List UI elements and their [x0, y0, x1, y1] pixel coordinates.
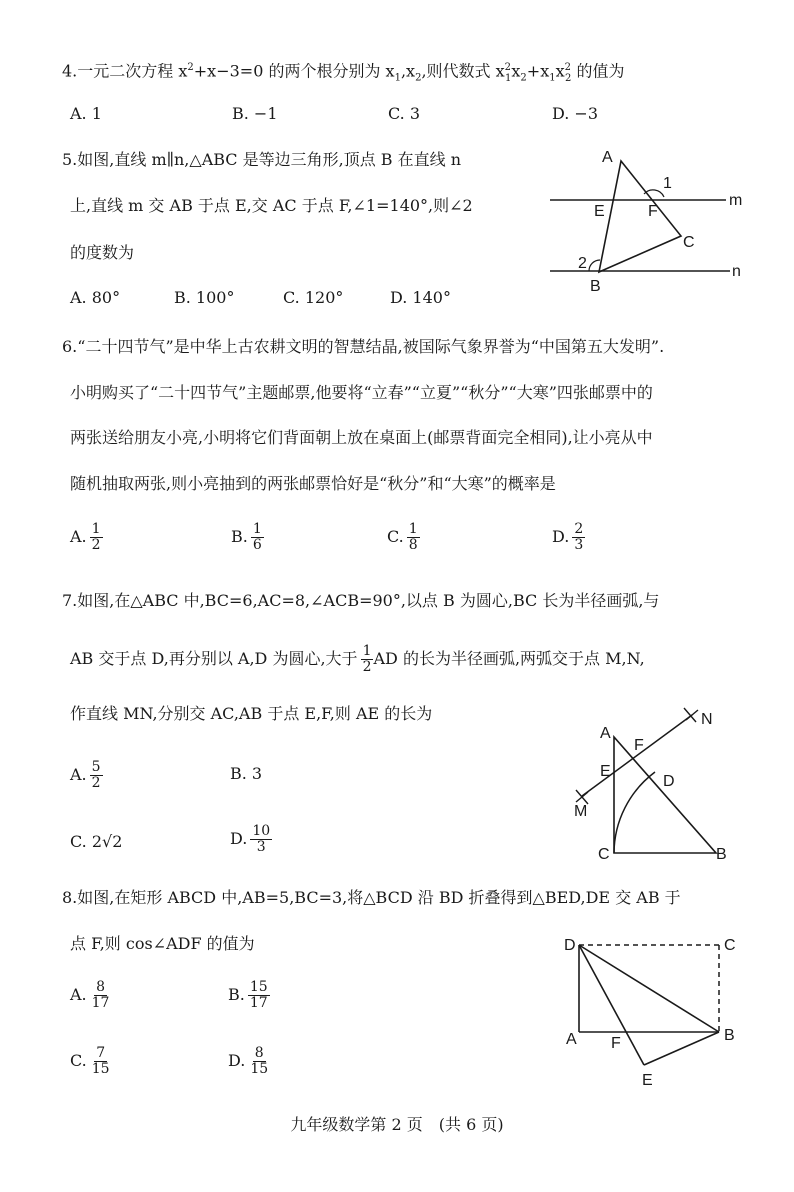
q4-option-b: B. −1 — [232, 104, 278, 123]
q8-option-c: C. $\frac{7}{15}$ — [70, 1045, 110, 1077]
label-c: C — [598, 846, 610, 863]
q8-option-a: A. $\frac{8}{17}$ — [70, 979, 110, 1011]
q4-stem: 4.一元二次方程 $x^2+x-3=0$ 的两个根分别为 $x_1,x_2$,则代数式 $x^2_1x_2+x_1x^2_2$ 的值为 — [62, 61, 625, 84]
q6-stem-line4: 随机抽取两张,则小亮抽到的两张邮票恰好是“秋分”和“大寒”的概率是 — [70, 474, 556, 493]
label-f: F — [634, 737, 644, 754]
label-n: N — [701, 711, 713, 728]
q4-option-d: D. −3 — [552, 104, 599, 123]
q5-option-a: A. 80° — [70, 288, 121, 307]
q7-option-b: B. 3 — [230, 764, 263, 783]
label-d: D — [564, 937, 576, 954]
label-a: A — [566, 1031, 577, 1048]
label-n: n — [732, 263, 741, 280]
q4-option-a: A. 1 — [70, 104, 102, 123]
label-a: A — [602, 149, 613, 166]
q7-option-a: A. $\frac{5}{2}$ — [70, 759, 101, 791]
label-b: B — [590, 278, 601, 295]
q7-option-c: C. 2√2 — [70, 832, 123, 851]
label-m: m — [729, 192, 743, 209]
q7-figure — [560, 700, 750, 870]
label-e: E — [642, 1072, 653, 1089]
q5-option-c: C. 120° — [283, 288, 344, 307]
q5-figure — [540, 148, 760, 296]
label-e: E — [600, 763, 611, 780]
q6-stem-line3: 两张送给朋友小亮,小明将它们背面朝上放在桌面上(邮票背面完全相同),让小亮从中 — [70, 428, 653, 447]
diagonal-db — [579, 945, 719, 1032]
label-a: A — [600, 725, 611, 742]
label-e: E — [594, 203, 605, 220]
label-angle-2: 2 — [578, 255, 587, 272]
q8-stem-line1: 8.如图,在矩形 ABCD 中,AB=5,BC=3,将△BCD 沿 BD 折叠得到△BED,DE 交 AB 于 — [62, 888, 681, 907]
angle-2-arc — [589, 260, 600, 271]
label-f: F — [648, 203, 658, 220]
label-b: B — [716, 846, 727, 863]
q7-stem-line1: 7.如图,在△ABC 中,BC=6,AC=8,∠ACB=90°,以点 B 为圆心,BC 长为半径画弧,与 — [62, 591, 660, 610]
q7-stem-line3: 作直线 MN,分别交 AC,AB 于点 E,F,则 AE 的长为 — [70, 704, 433, 723]
label-c: C — [724, 937, 736, 954]
label-m: M — [574, 803, 588, 820]
q7-stem-line2: AB 交于点 D,再分别以 A,D 为圆心,大于 $\frac{1}{2}$ AD 的长为半径画弧,两弧交于点 M,N, — [70, 643, 645, 675]
line-mn — [582, 715, 692, 796]
side-eb — [644, 1032, 719, 1065]
label-d: D — [663, 773, 675, 790]
q6-option-a: A. $\frac{1}{2}$ — [70, 521, 101, 553]
q5-option-d: D. 140° — [390, 288, 451, 307]
q5-option-b: B. 100° — [174, 288, 235, 307]
q5-stem-line1: 5.如图,直线 m∥n,△ABC 是等边三角形,顶点 B 在直线 n — [62, 150, 462, 169]
label-f: F — [611, 1035, 621, 1052]
arc-cross-n — [684, 708, 698, 722]
q6-option-d: D. $\frac{2}{3}$ — [552, 521, 584, 553]
q5-stem-line2: 上,直线 m 交 AB 于点 E,交 AC 于点 F,∠1=140°,则∠2 — [70, 196, 473, 215]
triangle-abc — [614, 737, 716, 853]
page-footer: 九年级数学第 2 页 (共 6 页) — [290, 1115, 504, 1134]
q8-option-b: B. $\frac{15}{17}$ — [228, 979, 268, 1011]
q6-stem-line1: 6.“二十四节气”是中华上古农耕文明的智慧结晶,被国际气象界誉为“中国第五大发明”. — [62, 337, 665, 356]
label-c: C — [683, 234, 695, 251]
q5-stem-line3: 的度数为 — [70, 243, 135, 262]
q8-option-d: D. $\frac{8}{15}$ — [228, 1045, 269, 1077]
q6-stem-line2: 小明购买了“二十四节气”主题邮票,他要将“立春”“立夏”“秋分”“大寒”四张邮票中的 — [70, 383, 653, 402]
arc-bc — [614, 772, 655, 853]
q8-stem-line2: 点 F,则 cos∠ADF 的值为 — [70, 934, 255, 953]
q4-option-c: C. 3 — [388, 104, 421, 123]
q7-option-d: D. $\frac{10}{3}$ — [230, 823, 271, 855]
label-b: B — [724, 1027, 735, 1044]
q8-figure — [552, 930, 752, 1090]
label-angle-1: 1 — [663, 175, 672, 192]
q6-option-c: C. $\frac{1}{8}$ — [387, 521, 418, 553]
q6-option-b: B. $\frac{1}{6}$ — [231, 521, 262, 553]
